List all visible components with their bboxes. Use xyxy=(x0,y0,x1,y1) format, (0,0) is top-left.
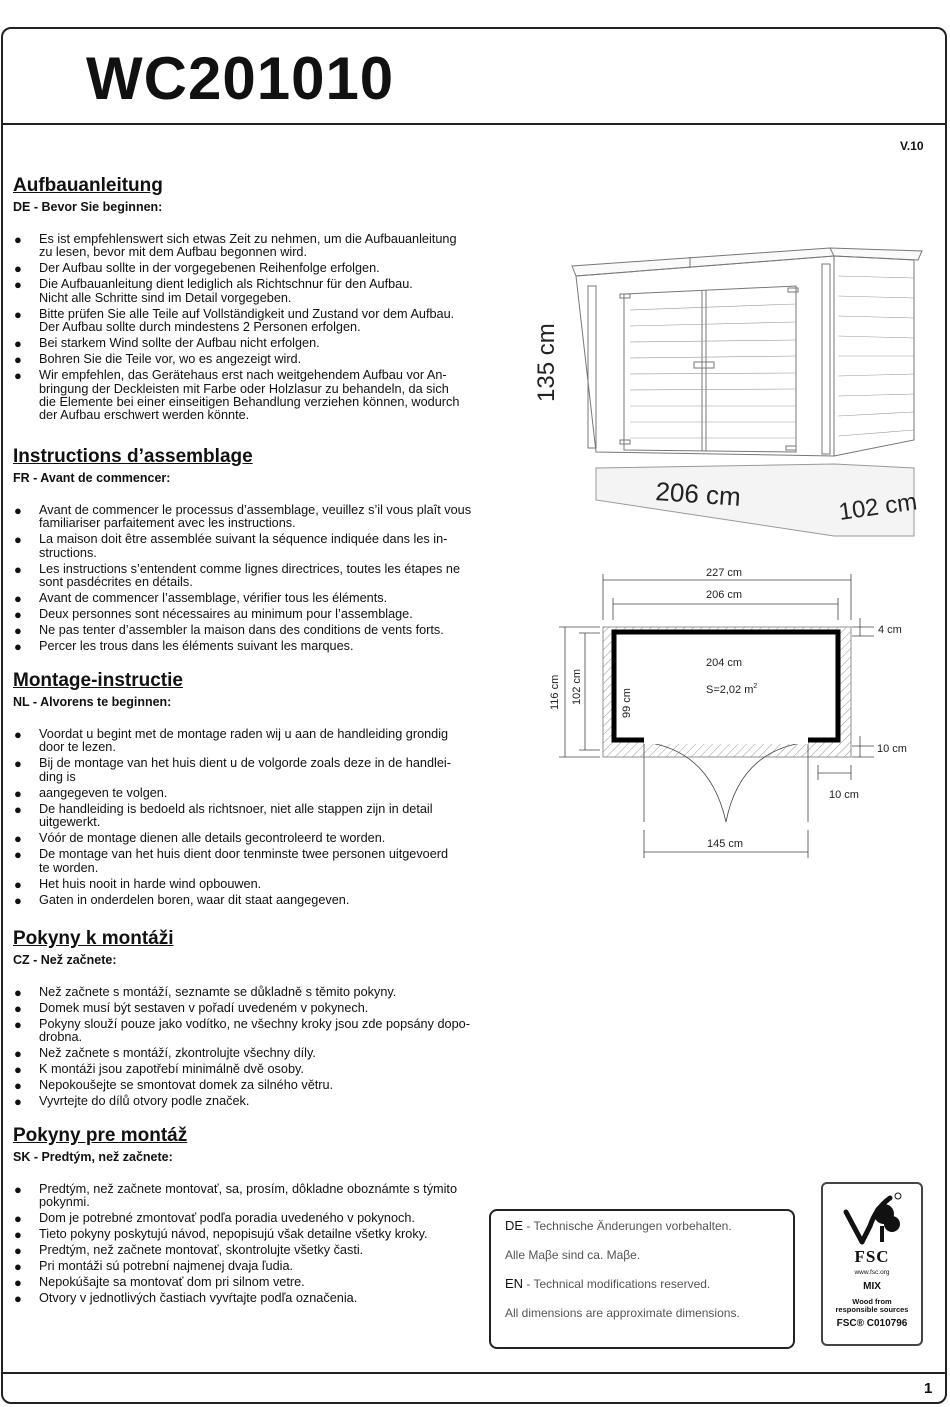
section-nl xyxy=(13,669,503,910)
list-item xyxy=(13,1079,503,1092)
note-de-dimensions: Alle Maβe sind ca. Maβe. xyxy=(505,1248,641,1262)
bullet-icon: ● xyxy=(14,306,22,322)
list-item xyxy=(13,848,503,875)
list-item xyxy=(13,337,503,350)
section-title: Pokyny k montáži xyxy=(13,928,174,949)
bullet-icon: ● xyxy=(14,1227,22,1243)
list-item-text: Gaten in onderdelen boren, waar dit staat aangegeven. xyxy=(39,892,350,907)
shed-width-label: 206 cm xyxy=(654,476,742,512)
fsc-line2: responsible sources xyxy=(835,1305,909,1314)
overall-width-label: 227 cm xyxy=(706,567,743,579)
list-item xyxy=(13,262,503,275)
note-de-text: - Technische Änderungen vorbehalten. xyxy=(523,1219,732,1233)
list-item-text: K montáži jsou zapotřebí minimálně dvě osoby. xyxy=(39,1062,304,1077)
bullet-icon: ● xyxy=(14,785,22,801)
bullet-icon: ● xyxy=(14,503,22,518)
list-item-text: Der Aufbau sollte in der vorgegebenen Reihenfolge erfolgen. xyxy=(39,261,380,276)
list-item-text: Pri montáži sú potrební najmenej dvaja ľudia. xyxy=(39,1259,294,1274)
inner-width-label: 204 cm xyxy=(706,657,743,669)
bullet-icon: ● xyxy=(14,336,22,352)
bullet-icon: ● xyxy=(14,1078,22,1094)
list-item xyxy=(13,640,503,653)
section-title: Pokyny pre montáž xyxy=(13,1125,188,1146)
page-number: 1 xyxy=(924,1380,933,1397)
list-item-text: Die Aufbauanleitung dient lediglich als Richtschnur für den Aufbau. Nicht alle Schritte sind im Detail vorgegeben. xyxy=(39,277,413,305)
header-divider xyxy=(2,123,946,125)
overall-depth-label: 116 cm xyxy=(549,674,561,710)
note-de-code: DE xyxy=(505,1218,524,1233)
bullet-icon: ● xyxy=(14,1001,22,1016)
bullet-icon: ● xyxy=(14,831,22,847)
bullet-icon: ● xyxy=(14,368,22,384)
section-subtitle: NL - Alvorens te beginnen: xyxy=(13,695,172,709)
section-subtitle: CZ - Než začnete: xyxy=(13,953,117,967)
list-item-text: De handleiding is bedoeld als richtsnoer, niet alle stappen zijn in detail uitgewerkt. xyxy=(39,801,433,830)
inner-depth-label: 99 cm xyxy=(621,688,633,718)
bullet-icon: ● xyxy=(14,1211,22,1227)
bullet-icon: ● xyxy=(14,639,22,655)
bullet-icon: ● xyxy=(14,756,22,772)
shed-height-label: 135 cm xyxy=(533,323,560,402)
list-item-text: Bitte prüfen Sie alle Teile auf Vollständigkeit und Zustand vor dem Aufbau. Der Aufbau sollte durch mindestens 2 Personen erfolgen. xyxy=(39,306,455,335)
list-item xyxy=(13,803,503,830)
list-item xyxy=(13,369,503,423)
list-item-text: Otvory v jednotlivých častiach vyvŕtajte podľa označenia. xyxy=(39,1291,358,1306)
list-item-text: Dom je potrebné zmontovať podľa poradia uvedeného v pokynoch. xyxy=(39,1211,415,1226)
section-sk xyxy=(13,1124,503,1308)
fsc-tree-icon xyxy=(823,1190,921,1251)
list-item-text: Bei starkem Wind sollte der Aufbau nicht erfolgen. xyxy=(39,336,320,351)
section-fr xyxy=(13,445,503,656)
list-item-text: Les instructions s’entendent comme lignes directrices, toutes les étapes ne sont pasdécrites en détails. xyxy=(39,561,461,590)
bullet-icon: ● xyxy=(14,561,22,577)
list-item xyxy=(13,563,503,590)
bullet-icon: ● xyxy=(14,607,22,623)
list-item xyxy=(13,1292,503,1305)
bullet-icon: ● xyxy=(14,232,22,247)
bullet-icon: ● xyxy=(14,1046,22,1062)
list-item xyxy=(13,1002,503,1015)
list-item xyxy=(13,1095,503,1108)
bullet-icon: ● xyxy=(14,623,22,639)
list-item-text: Pokyny slouží pouze jako vodítko, ne všechny kroky jsou zde popsány dopo- drobna. xyxy=(39,1017,470,1045)
section-cz xyxy=(13,927,503,1111)
fsc-line1: Wood from xyxy=(852,1297,892,1306)
side-overhang-label: 10 cm xyxy=(829,789,859,801)
list-item xyxy=(13,757,503,784)
notes-box xyxy=(489,1209,795,1349)
list-item xyxy=(13,1063,503,1076)
list-item xyxy=(13,278,503,305)
floor-plan xyxy=(540,560,940,870)
roof-overhang-front-label: 10 cm xyxy=(877,743,907,755)
list-item-text: Ne pas tenter d’assembler la maison dans des conditions de vents forts. xyxy=(39,623,444,638)
fsc-word: FSC xyxy=(854,1247,890,1266)
footer-divider xyxy=(2,1372,946,1374)
list-item-text: aangegeven te volgen. xyxy=(39,785,168,800)
list-item-text: Het huis nooit in harde wind opbouwen. xyxy=(39,876,262,891)
list-item-text: Tieto pokyny poskytujú návod, nepopisujú však detailne všetky kroky. xyxy=(39,1227,428,1242)
list-item-text: Bohren Sie die Teile vor, wo es angezeigt wird. xyxy=(39,352,302,367)
bullet-icon: ● xyxy=(14,591,22,607)
list-item xyxy=(13,308,503,335)
bullet-icon: ● xyxy=(14,1291,22,1307)
list-item-text: Nepokoušejte se smontovat domek za silného větru. xyxy=(39,1078,334,1093)
list-item xyxy=(13,504,503,531)
shed-depth-label: 102 cm xyxy=(837,488,919,526)
list-item xyxy=(13,986,503,999)
roof-overhang-back-label: 4 cm xyxy=(878,624,902,636)
note-en xyxy=(505,1277,779,1291)
list-item-text: Deux personnes sont nécessaires au minimum pour l’assemblage. xyxy=(39,607,413,622)
list-item-text: La maison doit être assemblée suivant la séquence indiquée dans les in- structions. xyxy=(39,532,448,560)
list-item xyxy=(13,894,503,907)
bullet-icon: ● xyxy=(14,1243,22,1259)
list-item-text: Voordat u begint met de montage raden wij u aan de handleiding grondig door te lezen. xyxy=(39,727,449,755)
list-item xyxy=(13,878,503,891)
model-number: WC201010 xyxy=(86,45,395,112)
list-item-text: Predtým, než začnete montovať, sa, prosím, dôkladne oboznámte s týmito pokynmi. xyxy=(39,1182,458,1210)
list-item-text: Domek musí být sestaven v pořadí uvedeném v pokynech. xyxy=(39,1001,369,1015)
list-item-text: Predtým, než začnete montovať, skontrolujte všetky časti. xyxy=(39,1243,364,1258)
list-item xyxy=(13,787,503,800)
bullet-icon: ● xyxy=(14,532,22,548)
section-subtitle: SK - Predtým, než začnete: xyxy=(13,1150,173,1164)
list-item-text: Es ist empfehlenswert sich etwas Zeit zu nehmen, um die Aufbauanleitung zu lesen, bevor mit dem Aufbau begonnen wird. xyxy=(39,232,457,260)
list-item xyxy=(13,1047,503,1060)
shed-drawing xyxy=(530,230,930,550)
bullet-icon: ● xyxy=(14,892,22,908)
section-de xyxy=(13,174,503,425)
list-item xyxy=(13,608,503,621)
list-item xyxy=(13,1260,503,1273)
list-item xyxy=(13,1244,503,1257)
bullet-icon: ● xyxy=(14,876,22,892)
list-item-text: Bij de montage van het huis dient u de volgorde zoals deze in de handlei- ding is xyxy=(39,756,451,784)
bullet-icon: ● xyxy=(14,1275,22,1291)
section-list xyxy=(13,233,503,423)
list-item xyxy=(13,1183,503,1210)
bullet-icon: ● xyxy=(14,1259,22,1275)
list-item-text: Wir empfehlen, das Gerätehaus erst nach weitgehendem Aufbau vor An- bringung der Deckleisten mit Farbe oder Holzlasur zu behandeln, da sich die Elemente bei einer einseitigen Behandlung verziehen können, wodurch der Aufbau erschwert werden könnte. xyxy=(39,368,460,423)
list-item xyxy=(13,1212,503,1225)
section-title: Aufbauanleitung xyxy=(13,175,163,196)
list-item-text: Vyvrtejte do dílů otvory podle značek. xyxy=(39,1094,250,1109)
list-item-text: Než začnete s montáží, seznamte se důkladně s těmito pokyny. xyxy=(39,985,397,999)
list-item-text: Percer les trous dans les éléments suivant les marques. xyxy=(39,639,354,654)
fsc-badge xyxy=(821,1182,923,1346)
list-item xyxy=(13,728,503,755)
depth-label: 102 cm xyxy=(571,668,583,705)
note-en-text: - Technical modifications reserved. xyxy=(523,1277,711,1291)
fsc-url: www.fsc.org xyxy=(854,1269,890,1276)
list-item xyxy=(13,832,503,845)
list-item xyxy=(13,233,503,260)
list-item-text: Avant de commencer le processus d’assemblage, veuillez s’il vous plaît vous familiariser parfaitement avec les instructions. xyxy=(39,503,472,531)
section-list xyxy=(13,986,503,1109)
version-label: V.10 xyxy=(900,139,924,153)
section-list xyxy=(13,504,503,654)
list-item-text: Vóór de montage dienen alle details gecontroleerd te worden. xyxy=(39,831,386,846)
list-item-text: De montage van het huis dient door tenminste twee personen uitgevoerd te worden. xyxy=(39,847,449,875)
note-de xyxy=(505,1219,779,1233)
area-label: S=2,02 $m^2$ xyxy=(706,683,758,696)
fsc-code: FSC® C010796 xyxy=(836,1318,908,1329)
section-list xyxy=(13,1183,503,1306)
list-item xyxy=(13,1228,503,1241)
bullet-icon: ● xyxy=(14,847,22,863)
list-item xyxy=(13,1276,503,1289)
note-en-code: EN xyxy=(505,1276,524,1291)
bullet-icon: ● xyxy=(14,277,22,293)
bullet-icon: ● xyxy=(14,727,22,742)
list-item-text: Avant de commencer l’assemblage, vérifier tous les éléments. xyxy=(39,591,388,606)
bullet-icon: ● xyxy=(14,801,22,817)
list-item-text: Nepokúšajte sa montovať dom pri silnom vetre. xyxy=(39,1275,305,1290)
bullet-icon: ● xyxy=(14,985,22,1000)
section-title: Montage-instructie xyxy=(13,670,183,691)
bullet-icon: ● xyxy=(14,1017,22,1032)
list-item-text: Než začnete s montáží, zkontrolujte všechny díly. xyxy=(39,1046,316,1061)
list-item xyxy=(13,533,503,560)
list-item xyxy=(13,592,503,605)
door-width-label: 145 cm xyxy=(707,838,744,850)
bullet-icon: ● xyxy=(14,1182,22,1197)
bullet-icon: ● xyxy=(14,1062,22,1078)
list-item xyxy=(13,353,503,366)
bullet-icon: ● xyxy=(14,261,22,277)
list-item xyxy=(13,624,503,637)
section-subtitle: DE - Bevor Sie beginnen: xyxy=(13,200,163,214)
section-subtitle: FR - Avant de commencer: xyxy=(13,471,171,485)
list-item xyxy=(13,1018,503,1045)
section-list xyxy=(13,728,503,907)
bullet-icon: ● xyxy=(14,1094,22,1110)
bullet-icon: ● xyxy=(14,352,22,368)
fsc-mix: MIX xyxy=(863,1281,881,1292)
note-en-dimensions: All dimensions are approximate dimensions. xyxy=(505,1306,740,1320)
width-label: 206 cm xyxy=(706,589,743,601)
section-title: Instructions d’assemblage xyxy=(13,446,253,467)
